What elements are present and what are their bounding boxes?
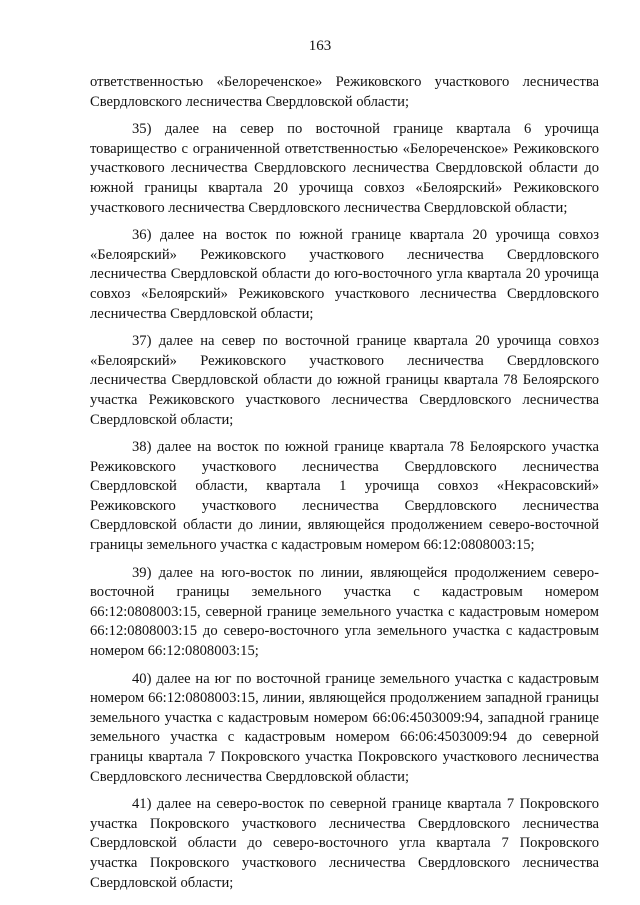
paragraph-item-41: 41) далее на северо-восток по северной границе квартала 7 Покровского участка Покровского участкового лесничества Свердловского лесничества Свердловской области до северо-восточного угла квартала 7 Покровского участка Покровского участкового лесничества Свердловского лесничества Свердловской области;	[90, 796, 599, 891]
paragraph-item-36: 36) далее на восток по южной границе квартала 20 урочища совхоз «Белоярский» Режиковского участкового лесничества Свердловского лесничества Свердловской области до юго-восточного угла квартала 20 урочища совхоз «Белоярский» Режиковского участкового лесничества Свердловского лесничества Свердловской области;	[90, 227, 599, 322]
paragraph-item-37: 37) далее на север по восточной границе квартала 20 урочища совхоз «Белоярский» Режиковского участкового лесничества Свердловского лесничества Свердловской области до южной границы квартала 78 Белоярского участка Режиковского участкового лесничества Свердловского лесничества Свердловской области;	[90, 333, 599, 428]
page-number: 163	[308, 38, 332, 54]
paragraph-item-40: 40) далее на юг по восточной границе земельного участка с кадастровым номером 66:12:0808003:15, линии, являющейся продолжением западной границы земельного участка с кадастровым номером 66:06:4503009:94, западной границе земельного участка с кадастровым номером 66:06:4503009:94 до северной границы квартала 7 Покровского участка Покровского участкового лесничества Свердловского лесничества Свердловской области;	[90, 670, 599, 785]
paragraph-item-39: 39) далее на юго-восток по линии, являющейся продолжением северо-восточной границы земельного участка с кадастровым номером 66:12:0808003:15, северной границе земельного участка с кадастровым номером 66:12:0808003:15 до северо-восточного угла земельного участка с кадастровым номером 66:12:0808003:15;	[90, 564, 599, 660]
paragraph-item-35: 35) далее на север по восточной границе квартала 6 урочища товарищество с ограниченной ответственностью «Белореченское» Режиковского участкового лесничества Свердловского лесничества Свердловской области до южной границы квартала 20 урочища совхоз «Белоярский» Режиковского участкового лесничества Свердловского лесничества Свердловской области;	[90, 121, 599, 216]
document-body	[90, 73, 599, 901]
paragraph-continuation: ответственностью «Белореченское» Режиковского участкового лесничества Свердловского лесничества Свердловской области;	[90, 74, 599, 110]
paragraph-item-38: 38) далее на восток по южной границе квартала 78 Белоярского участка Режиковского участкового лесничества Свердловского лесничества Свердловской области, квартала 1 урочища совхоз «Некрасовский» Режиковского участкового лесничества Свердловского лесничества Свердловской области до линии, являющейся продолжением северо-восточной границы земельного участка с кадастровым номером 66:12:0808003:15;	[90, 439, 599, 554]
